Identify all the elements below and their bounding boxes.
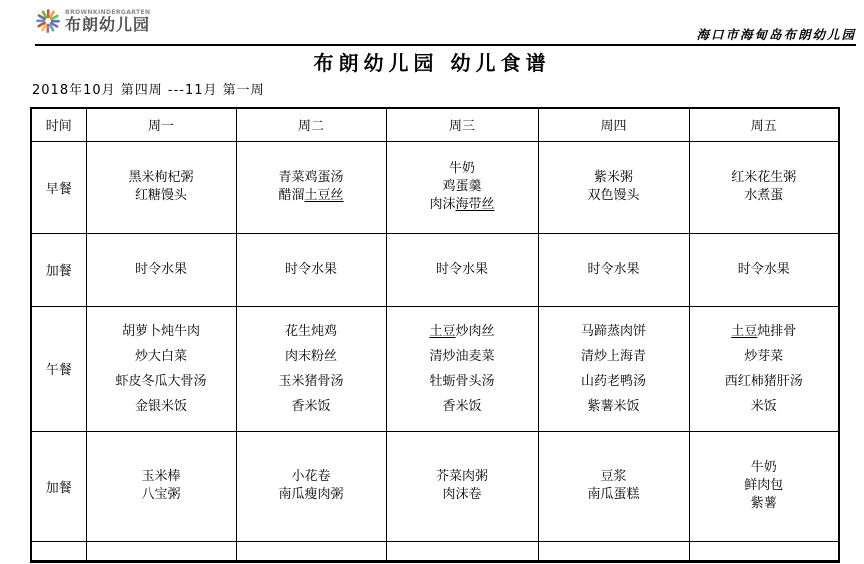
dish-line: 清炒油麦菜 (429, 348, 495, 364)
dish-line: 双色馒头 (587, 188, 640, 203)
menu-cell (538, 306, 689, 431)
dish-line: 时令水果 (587, 261, 640, 277)
dish-line: 牛奶 (750, 460, 777, 475)
menu-cell (236, 541, 386, 561)
dish-line (239, 187, 384, 205)
dish-line: 时令水果 (284, 261, 337, 277)
brand-logo (35, 8, 150, 34)
menu-cell (386, 431, 538, 541)
page-header (35, 6, 856, 46)
dish-line: 芥菜肉粥 (435, 469, 488, 484)
dish-line: 香米饭 (442, 398, 482, 414)
dish-line: 肉末粉丝 (284, 348, 337, 364)
header-school-name: 海口市海甸岛布朗幼儿园 (696, 27, 856, 42)
menu-table (30, 107, 840, 563)
week-range-subtitle: 2018年10月 第四周 ---11月 第一周 (32, 83, 265, 98)
dish-line (389, 196, 536, 214)
dish-line: 清炒上海青 (580, 348, 646, 364)
col-header-day: 周二 (236, 108, 386, 141)
dish-segment: 炒肉丝 (455, 323, 495, 339)
dish-line: 米饭 (750, 398, 777, 414)
menu-cell (689, 141, 839, 233)
dish-line: 山药老鸭汤 (580, 373, 646, 389)
dish-line: 鸡蛋羹 (442, 179, 482, 194)
dish-line: 牡蛎骨头汤 (429, 373, 495, 389)
menu-cell (538, 141, 689, 233)
table-row (31, 233, 839, 306)
table-header-row (31, 108, 839, 141)
dish-line: 鲜肉包 (744, 478, 784, 493)
menu-cell (386, 306, 538, 431)
dish-line: 紫薯米饭 (587, 398, 640, 414)
dish-line: 玉米猪骨汤 (278, 373, 344, 389)
dish-line: 马蹄蒸肉饼 (580, 323, 646, 339)
menu-cell (236, 141, 386, 233)
pinwheel-logo-icon (35, 8, 61, 34)
dish-line: 炒芽菜 (744, 348, 784, 364)
menu-cell (386, 233, 538, 306)
dish-line: 时令水果 (134, 261, 187, 277)
dish-line: 时令水果 (737, 261, 790, 277)
meal-label: 加餐 (31, 431, 86, 541)
brand-logo-texts (65, 10, 150, 33)
dish-line: 小花卷 (291, 469, 331, 484)
menu-cell (538, 233, 689, 306)
dish-segment: 醋溜 (278, 188, 305, 203)
table-row (31, 141, 839, 233)
dish-line: 牛奶 (448, 161, 475, 176)
col-header-time: 时间 (31, 108, 86, 141)
dish-line: 南瓜瘦肉粥 (278, 487, 344, 502)
menu-cell (236, 431, 386, 541)
menu-cell (86, 233, 236, 306)
dish-line: 紫薯 (750, 496, 777, 511)
dish-line (389, 319, 536, 344)
dish-segment: 土豆 (731, 323, 758, 339)
col-header-day: 周三 (386, 108, 538, 141)
table-row (31, 306, 839, 431)
dish-line (692, 319, 837, 344)
table-row (31, 431, 839, 541)
dish-line: 炒大白菜 (134, 348, 187, 364)
dish-line: 虾皮冬瓜大骨汤 (115, 373, 207, 389)
meal-label: 午餐 (31, 306, 86, 431)
menu-cell (689, 306, 839, 431)
menu-cell (236, 306, 386, 431)
dish-line: 紫米粥 (593, 170, 633, 185)
menu-cell (386, 141, 538, 233)
dish-segment: 炖排骨 (757, 323, 797, 339)
dish-line: 青菜鸡蛋汤 (278, 170, 344, 185)
dish-line: 玉米棒 (141, 469, 181, 484)
meal-label: 加餐 (31, 233, 86, 306)
dish-line: 香米饭 (291, 398, 331, 414)
menu-cell (689, 541, 839, 561)
dish-segment: 土豆丝 (304, 188, 344, 203)
col-header-day: 周一 (86, 108, 236, 141)
dish-line: 南瓜蛋糕 (587, 487, 640, 502)
menu-cell (86, 431, 236, 541)
col-header-day: 周四 (538, 108, 689, 141)
brand-name-en: BROWNKINDERGARTEN (65, 8, 151, 16)
menu-cell (538, 431, 689, 541)
menu-cell (86, 541, 236, 561)
dish-line: 水煮蛋 (744, 188, 784, 203)
dish-line: 八宝粥 (141, 487, 181, 502)
dish-line: 花生炖鸡 (284, 323, 337, 339)
menu-cell (386, 541, 538, 561)
menu-cell (236, 233, 386, 306)
meal-label (31, 541, 86, 561)
menu-cell (86, 141, 236, 233)
menu-cell (689, 431, 839, 541)
dish-segment: 肉沫 (429, 197, 456, 212)
menu-cell (538, 541, 689, 561)
dish-line: 红糖馒头 (134, 188, 187, 203)
dish-line: 时令水果 (435, 261, 488, 277)
dish-line: 金银米饭 (134, 398, 187, 414)
dish-line: 胡萝卜炖牛肉 (121, 323, 200, 339)
page-title: 布朗幼儿园 幼儿食谱 (313, 51, 551, 75)
dish-line: 黑米枸杞粥 (128, 170, 194, 185)
dish-line: 西红柿猪肝汤 (724, 373, 803, 389)
menu-cell (689, 233, 839, 306)
menu-cell (86, 306, 236, 431)
dish-segment: 土豆 (429, 323, 456, 339)
brand-name-cn: 布朗幼儿园 (65, 14, 151, 34)
dish-line: 肉沫卷 (442, 487, 482, 502)
dish-line: 豆浆 (600, 469, 627, 484)
col-header-day: 周五 (689, 108, 839, 141)
table-row (31, 541, 839, 561)
dish-segment: 海带丝 (455, 197, 495, 212)
meal-label: 早餐 (31, 141, 86, 233)
dish-line: 红米花生粥 (731, 170, 797, 185)
